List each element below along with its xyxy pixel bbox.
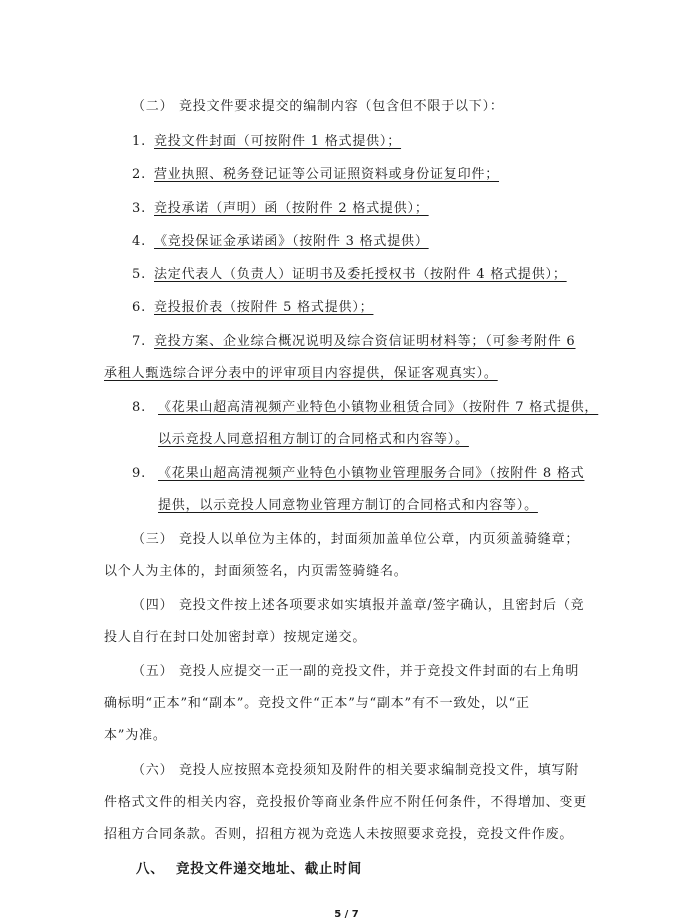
item-number: 4. bbox=[132, 234, 147, 249]
section-5-line-2: 确标明“正本”和“副本”。竞投文件“正本”与“副本”有不一致处，以“正 bbox=[104, 696, 530, 711]
list-item-continuation bbox=[104, 365, 498, 383]
section-6-paragraph bbox=[132, 762, 579, 780]
list-item bbox=[132, 465, 584, 483]
section-5-continuation bbox=[104, 695, 530, 713]
section-2-number: （二） bbox=[132, 99, 174, 114]
list-item bbox=[132, 266, 567, 284]
section-6-line-3: 招租方合同条款。否则，招租方视为竞选人未按照要求竞投，竞投文件作废。 bbox=[104, 827, 574, 842]
section-6-line-2: 件格式文件的相关内容，竞投报价等商业条件应不附任何条件，不得增加、变更 bbox=[104, 795, 588, 810]
section-4-line-1: 竞投文件按上述各项要求如实填报并盖章/签字确认，且密封后（竞 bbox=[179, 598, 585, 613]
item-text: 竞投文件封面（可按附件 1 格式提供）； bbox=[154, 134, 402, 149]
item-text: 竞投承诺（声明）函（按附件 2 格式提供）； bbox=[154, 201, 429, 216]
section-5-number: （五） bbox=[132, 664, 174, 679]
section-3-line-1: 竞投人以单位为主体的，封面须加盖单位公章，内页须盖骑缝章； bbox=[179, 532, 580, 547]
item-text-line-1: 竞投方案、企业综合概况说明及综合资信证明材料等；（可参考附件 6 bbox=[154, 334, 576, 349]
section-8-number: 八、 bbox=[136, 861, 165, 877]
item-text-line-2: 承租人甄选综合评分表中的评审项目内容提供，保证客观真实）。 bbox=[104, 366, 498, 381]
section-6-continuation bbox=[104, 794, 587, 812]
item-number: 9. bbox=[132, 466, 147, 481]
list-item bbox=[132, 299, 373, 317]
list-item bbox=[132, 166, 499, 184]
list-item bbox=[132, 399, 598, 417]
item-number: 1. bbox=[132, 134, 147, 149]
item-text-line-2: 以示竞投人同意招租方制订的合同格式和内容等）。 bbox=[158, 432, 469, 447]
section-3-number: （三） bbox=[132, 532, 174, 547]
list-item bbox=[132, 233, 429, 251]
item-text-line-1: 《花果山超高清视频产业特色小镇物业管理服务合同》（按附件 8 格式 bbox=[158, 466, 585, 481]
section-6-line-1: 竞投人应按照本竞投须知及附件的相关要求编制竞投文件，填写附 bbox=[179, 763, 580, 778]
section-8-heading bbox=[136, 860, 362, 878]
item-text: 营业执照、税务登记证等公司证照资料或身份证复印件； bbox=[154, 167, 500, 182]
section-5-line-3: 本”为准。 bbox=[104, 728, 167, 743]
section-2-title bbox=[132, 98, 504, 116]
item-text: 《竞投保证金承诺函》（按附件 3 格式提供） bbox=[154, 234, 429, 249]
item-number: 7. bbox=[132, 334, 147, 349]
item-text-line-2: 提供，以示竞投人同意物业管理方制订的合同格式和内容等）。 bbox=[158, 498, 538, 513]
section-4-number: （四） bbox=[132, 598, 174, 613]
section-3-paragraph bbox=[132, 531, 579, 549]
section-5-continuation bbox=[104, 727, 167, 745]
list-item-continuation bbox=[158, 497, 538, 515]
section-5-paragraph bbox=[132, 663, 579, 681]
item-number: 2. bbox=[132, 167, 147, 182]
section-2-title-text: 竞投文件要求提交的编制内容（包含但不限于以下）： bbox=[179, 99, 504, 114]
list-item bbox=[132, 333, 576, 351]
section-3-line-2: 以个人为主体的，封面须签名，内页需签骑缝名。 bbox=[104, 564, 408, 579]
section-5-line-1: 竞投人应提交一正一副的竞投文件，并于竞投文件封面的右上角明 bbox=[179, 664, 580, 679]
section-4-paragraph bbox=[132, 597, 584, 615]
section-4-line-2: 投人自行在封口处加密封章）按规定递交。 bbox=[104, 630, 367, 645]
item-number: 5. bbox=[132, 267, 147, 282]
list-item-continuation bbox=[158, 431, 469, 449]
section-6-number: （六） bbox=[132, 763, 174, 778]
item-text: 法定代表人（负责人）证明书及委托授权书（按附件 4 格式提供）； bbox=[154, 267, 567, 282]
list-item bbox=[132, 133, 401, 151]
item-number: 8. bbox=[132, 400, 147, 415]
section-4-continuation bbox=[104, 629, 366, 647]
page-number: 5 / 7 bbox=[334, 909, 359, 920]
section-3-continuation bbox=[104, 563, 408, 581]
section-6-continuation bbox=[104, 826, 573, 844]
item-text-line-1: 《花果山超高清视频产业特色小镇物业租赁合同》（按附件 7 格式提供， bbox=[158, 400, 599, 415]
list-item bbox=[132, 200, 429, 218]
item-text: 竞投报价表（按附件 5 格式提供）； bbox=[154, 300, 374, 315]
section-8-heading-text: 竞投文件递交地址、截止时间 bbox=[176, 861, 362, 877]
item-number: 3. bbox=[132, 201, 147, 216]
item-number: 6. bbox=[132, 300, 147, 315]
